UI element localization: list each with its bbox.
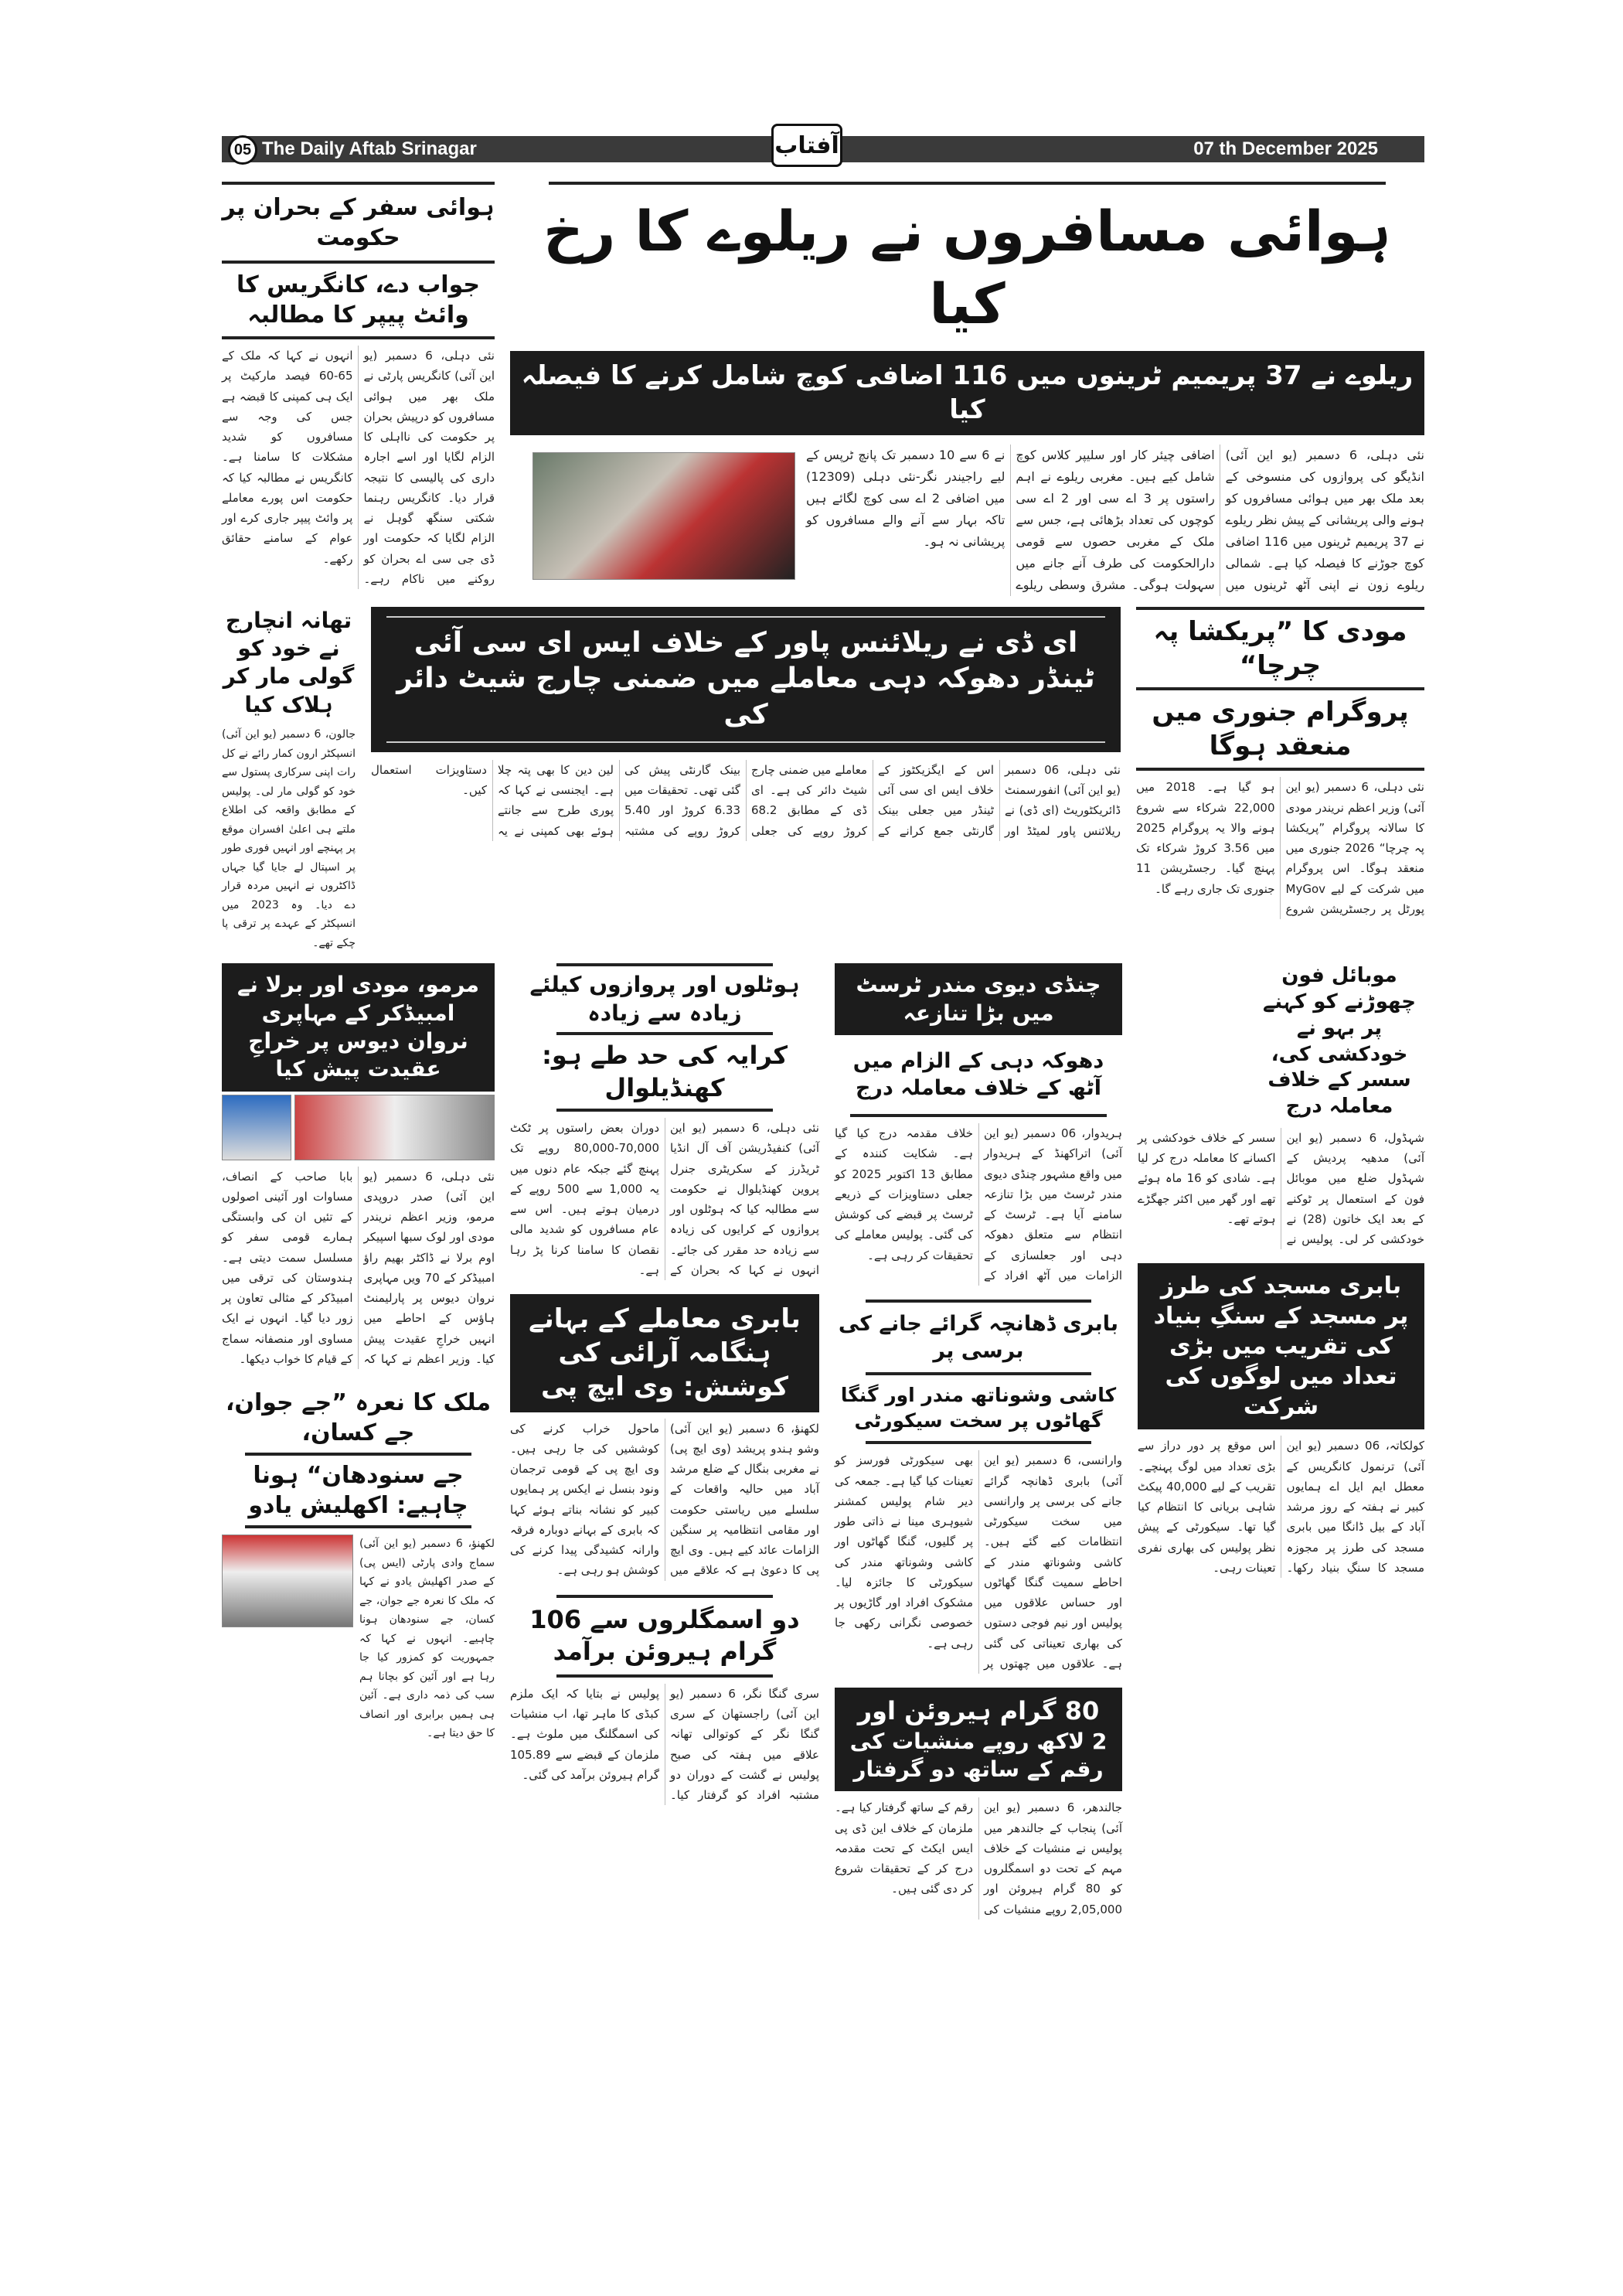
article-body: جالندھر، 6 دسمبر (یو این آئی) پنجاب کے جالندھر میں پولیس نے منشیات کے خلاف مہم کے تحت دو اسمگلروں کو 80 گرام ہیروئن اور 2,05,000 روپے منشیات کی رقم کے ساتھ گرفتار کیا ہے۔ ملزمان کے خلاف این ڈی پی ایس ایکٹ کے تحت مقدمہ درج کر کے تحقیقات شروع کر دی گئی ہیں۔ <box>835 1800 1122 1916</box>
row-lower <box>222 963 1424 1920</box>
article-ed <box>371 607 1121 841</box>
headline: موبائل فون چھوڑنے کو کہنے پر بہو نے خودکشی کی، سسر کے خلاف معاملہ درج <box>1263 964 1416 1119</box>
article-hotels <box>510 963 819 1280</box>
column-c <box>835 963 1122 1920</box>
paper-name: The Daily Aftab Srinagar <box>262 138 477 159</box>
article-heroin-80 <box>835 1688 1122 1920</box>
paper-logo: آفتاب <box>771 124 842 167</box>
article-akhilesh <box>222 1383 495 1743</box>
headline: 80 گرام ہیروئن اور <box>857 1696 1100 1726</box>
column-d <box>1138 963 1424 1578</box>
headline: تھانہ انچارج نے خود کو گولی مار کر ہلاک کیا <box>223 607 355 717</box>
row-top <box>222 182 1424 596</box>
headline: دو اسمگلروں سے 106 گرام ہیروئن برآمد <box>529 1604 800 1667</box>
subheadline: دھوکہ دہی کے الزام میں آٹھ کے خلاف معاملہ درج <box>852 1048 1104 1100</box>
article-railway <box>510 182 1424 596</box>
article-body: نئی دہلی، 06 دسمبر (یو این آئی) انفورسمنٹ ڈائریکٹوریٹ (ای ڈی) نے ریلائنس پاور لمیٹڈ اور اس کے ایگزیکٹوز کے خلاف ایس ای سی آئی ٹینڈر میں جعلی بینک گارنٹی جمع کرانے کے معاملے میں ضمنی چارج شیٹ دائر کی ہے۔ ای ڈی کے مطابق 68.2 کروڑ روپے کی جعلی بینک گارنٹی پیش کی گئی تھی۔ تحقیقات میں 6.33 کروڑ اور 5.40 کروڑ روپے کی مشتبہ لین دین کا بھی پتہ چلا ہے۔ ایجنسی نے کہا کہ پوری طرح سے جانتے ہوئے بھی کمپنی نے یہ دستاویزات استعمال کیں۔ <box>371 762 1121 838</box>
article-body: نئی دہلی، 6 دسمبر (یو این آئی) وزیر اعظم نریندر مودی کا سالانہ پروگرام ”پریکشا پہ چرچا“ 2026 جنوری میں منعقد ہوگا۔ اس پروگرام میں شرکت کے لیے MyGov پورٹل پر رجسٹریشن شروع ہو گیا ہے۔ 2018 میں 22,000 شرکاء سے شروع ہونے والا یہ پروگرام 2025 میں 3.56 کروڑ شرکاء تک پہنچ گیا۔ رجسٹریشن 11 جنوری تک جاری رہے گا۔ <box>1136 780 1424 916</box>
article-air-crisis <box>222 182 495 589</box>
article-babri-masjid <box>1138 1263 1424 1578</box>
headline: جواب دے، کانگریس کا وائٹ پیپر کا مطالبہ <box>236 271 481 329</box>
akhilesh-photo <box>222 1535 353 1627</box>
article-body: جالون، 6 دسمبر (یو این آئی) انسپکٹر ارون کمار رائے نے کل رات اپنی سرکاری پستول سے خود کو گولی مار لی۔ پولیس کے مطابق واقعہ کی اطلاع ملتے ہی اعلیٰ افسران موقع پر پہنچے اور انہیں فوری طور پر اسپتال لے جایا گیا جہاں ڈاکٹروں نے انہیں مردہ قرار دے دیا۔ وہ 2023 میں انسپکٹر کے عہدے پر ترقی پا چکے تھے۔ <box>222 728 356 949</box>
headline: بابری مسجد کی طرز پر مسجد کے سنگِ بنیاد کی تقریب میں بڑی تعداد میں لوگوں کی شرکت <box>1138 1263 1424 1429</box>
article-chandi <box>835 963 1122 1286</box>
headline: ملک کا نعرہ ”جے جوان، جے کسان، <box>225 1389 492 1447</box>
article-body: لکھنؤ، 6 دسمبر (یو این آئی) سماج وادی پارٹی (ایس پی) کے صدر اکھلیش یادو نے کہا کہ ملک کا نعرہ جے جوان، جے کسان، جے سنودھان ہونا چاہیے۔ انہوں نے کہا کہ جمہوریت کو کمزور کیا جا رہا ہے اور آئین کو بچانا ہم سب کی ذمہ داری ہے۔ آئین ہی ہمیں برابری اور انصاف کا حق دیتا ہے۔ <box>359 1538 495 1740</box>
column-a <box>222 963 495 1743</box>
page-content <box>222 182 1424 1920</box>
headline: ہوائی سفر کے بحران پر حکومت <box>222 194 495 251</box>
headline: ای ڈی نے ریلائنس پاور کے خلاف ایس ای سی آئی ٹینڈر دھوکہ دہی معاملے میں ضمنی چارج شیٹ دائر کی <box>396 626 1095 731</box>
article-body: کولکاتہ، 06 دسمبر (یو این آئی) ترنمول کانگریس کے معطل ایم ایل اے ہمایوں کبیر نے ہفتہ کے روز مرشد آباد کے بیل ڈانگا میں بابری مسجد کی طرز پر مجوزہ مسجد کا سنگِ بنیاد رکھا۔ اس موقع پر دور دراز سے بڑی تعداد میں لوگ پہنچے۔ تقریب کے لیے 40,000 پیکٹ شاہی بریانی کا انتظام کیا گیا تھا۔ سیکورٹی کے پیش نظر پولیس کی بھاری نفری تعینات رہی۔ <box>1138 1439 1424 1575</box>
article-body: نئی دہلی، 6 دسمبر (یو این آئی) کنفیڈریشن آف آل انڈیا ٹریڈرز کے سکریٹری جنرل پروین کھنڈیلوال نے حکومت سے مطالبہ کیا کہ ہوٹلوں اور پروازوں کے کرایوں کی زیادہ سے زیادہ حد مقرر کی جائے۔ انہوں نے کہا کہ بحران کے دوران بعض راستوں پر ٹکٹ 70,000-80,000 روپے تک پہنچ گئے جبکہ عام دنوں میں یہ 1,000 سے 500 روپے کے درمیان ہوتے ہیں۔ اس سے عام مسافروں کو شدید مالی نقصان کا سامنا کرنا پڑ رہا ہے۔ <box>510 1121 819 1277</box>
article-body: نئی دہلی، 6 دسمبر (یو این آئی) کانگریس پارٹی نے ملک بھر میں ہوائی مسافروں کو درپیش بحران پر حکومت کی نااہلی کا الزام لگایا اور اسے اجارہ داری کی پالیسی کا نتیجہ قرار دیا۔ کانگریس رہنما شکتی سنگھ گوہل نے الزام لگایا کہ حکومت اور ڈی جی سی اے بحران کو روکنے میں ناکام رہے۔ انہوں نے کہا کہ ملک کے 65-60 فیصد مارکیٹ پر ایک ہی کمپنی کا قبضہ ہے جس کی وجہ سے مسافروں کو شدید مشکلات کا سامنا ہے۔ کانگریس نے مطالبہ کیا کہ حکومت اس پورے معاملے پر وائٹ پیپر جاری کرے اور عوام کے سامنے حقائق رکھے۔ <box>222 349 495 586</box>
article-mobile <box>1138 963 1424 1249</box>
headline: بابری ڈھانچہ گرائے جانے کی برسی پر <box>838 1312 1119 1364</box>
masthead-left <box>228 134 477 165</box>
headline: ہوٹلوں اور پروازوں کیلئے زیادہ سے زیادہ <box>529 972 800 1026</box>
headline: ہنگامہ آرائی کی کوشش: وی ایچ پی <box>540 1337 789 1403</box>
headline: مرمو، مودی اور برلا نے امبیڈکر کے مہاپری نروان دیوس پر خراجِ عقیدت پیش کیا <box>222 963 495 1092</box>
headline: چنڈی دیوی مندر ٹرسٹ میں بڑا تنازعہ <box>835 963 1122 1035</box>
headline: کرایہ کی حد طے ہو: کھنڈیلوال <box>542 1040 788 1102</box>
leaders-photo <box>294 1095 495 1160</box>
article-body: نئی دہلی، 6 دسمبر (یو این آئی) انڈیگو کی پروازوں کی منسوخی کے بعد ملک بھر میں ہوائی مسافروں کو ہونے والی پریشانی کے پیش نظر ریلوے نے 37 پریمیم ٹرینوں میں 116 اضافی کوچ جوڑنے کا فیصلہ کیا ہے۔ شمالی ریلوے زون نے اپنی آٹھ ٹرینوں میں اضافی چیئر کار اور سلیپر کلاس کوچ شامل کیے ہیں۔ مغربی ریلوے نے اہم راستوں پر 3 اے سی اور 2 اے سی کوچوں کی تعداد بڑھائی ہے، جس سے ملک کے مغربی حصوں سے قومی دارالحکومت کی طرف آنے جانے میں سہولت ہوگی۔ مشرق وسطی ریلوے نے 6 سے 10 دسمبر تک پانچ ٹرپس کے لیے راجیندر نگر-نئی دہلی (12309) میں اضافی 2 اے سی کوچ لگائے ہیں تاکہ بہار سے آنے والے مسافروں کو پریشانی نہ ہو۔ <box>806 447 1425 592</box>
headline: 2 لاکھ روپے منشیات کی رقم کے ساتھ دو گرفتار <box>849 1728 1108 1783</box>
ambedkar-photo <box>222 1095 291 1160</box>
headline: جے سنودھان“ ہونا چاہیے: اکھلیش یادو <box>248 1462 468 1520</box>
article-body: ہریدوار، 06 دسمبر (یو این آئی) اتراکھنڈ کے ہریدوار میں واقع مشہور چنڈی دیوی مندر ٹرسٹ میں بڑا تنازعہ سامنے آیا ہے۔ ٹرسٹ کے انتظام سے متعلق دھوکہ دہی اور جعلسازی کے الزامات میں آٹھ افراد کے خلاف مقدمہ درج کیا گیا ہے۔ شکایت کنندہ کے مطابق 13 اکتوبر 2025 کو جعلی دستاویزات کے ذریعے ٹرسٹ پر قبضے کی کوشش کی گئی۔ پولیس معاملے کی تحقیقات کر رہی ہے۔ <box>835 1126 1122 1283</box>
article-thana <box>222 607 356 953</box>
train-photo <box>532 452 795 580</box>
article-kashi <box>835 1300 1122 1674</box>
article-body: وارانسی، 6 دسمبر (یو این آئی) بابری ڈھانچہ گرائے جانے کی برسی پر وارانسی میں سخت سیکورٹی انتظامات کیے گئے ہیں۔ کاشی وشوناتھ مندر کے احاطے سمیت گنگا گھاٹوں اور حساس علاقوں میں پولیس اور نیم فوجی دستوں کی بھاری تعیناتی کی گئی ہے۔ علاقوں میں چھتوں پر بھی سیکورٹی فورسز کو تعینات کیا گیا ہے۔ جمعہ کی دیر شام پولیس کمشنر شیوہری مینا نے ذاتی طور پر گلیوں، گنگا گھاٹوں اور کاشی وشوناتھ مندر کی سیکورٹی کا جائزہ لیا۔ مشکوک افراد اور گاڑیوں پر خصوصی نگرانی رکھی جا رہی ہے۔ <box>835 1453 1122 1671</box>
column-b <box>510 963 819 1805</box>
row-second <box>222 607 1424 953</box>
article-modi <box>1136 607 1424 920</box>
main-headline: ہوائی مسافروں نے ریلوے کا رخ کیا <box>543 199 1391 336</box>
article-heroin-106 <box>510 1595 819 1806</box>
article-body: شہڈول، 6 دسمبر (یو این آئی) مدھیہ پردیش کے شہڈول ضلع میں موبائل فون کے استعمال پر ٹوکنے کے بعد ایک خاتون (28) نے خودکشی کر لی۔ پولیس نے سسر کے خلاف خودکشی پر اکسانے کا معاملہ درج کر لیا ہے۔ شادی کو 16 ماہ ہوئے تھے اور گھر میں اکثر جھگڑے ہوتے تھے۔ <box>1138 1130 1424 1247</box>
headline: مودی کا ”پریکشا پہ چرچا“ <box>1153 615 1407 681</box>
article-body: سری گنگا نگر، 6 دسمبر (یو این آئی) راجستھان کے سری گنگا نگر کے کوتوالی تھانہ علاقے میں ہفتہ کی صبح پولیس نے گشت کے دوران دو مشتبہ افراد کو گرفتار کیا۔ پولیس نے بتایا کہ ایک ملزم کبڈی کا ماہر تھا، اب منشیات کی اسمگلنگ میں ملوث ہے۔ ملزمان کے قبضے سے 105.89 گرام ہیروئن برآمد کی گئی۔ <box>510 1686 819 1803</box>
article-body: نئی دہلی، 6 دسمبر (یو این آئی) صدر دروپدی مرمو، وزیر اعظم نریندر مودی اور لوک سبھا اسپیکر اوم برلا نے ڈاکٹر بھیم راؤ امبیڈکر کے 70 ویں مہاپری نروان دیوس پر پارلیمنٹ ہاؤس کے احاطے میں انہیں خراجِ عقیدت پیش کیا۔ وزیر اعظم نے کہا کہ بابا صاحب کے انصاف، مساوات اور آئینی اصولوں کے تئیں ان کی وابستگی ہمارے قومی سفر کو مسلسل سمت دیتی ہے۔ ہندوستان کی ترقی میں امبیڈکر کے مثالی تعاون پر زور دیا گیا۔ انہوں نے ایک مساوی اور منصفانہ سماج کے قیام کا خواب دیکھا۔ <box>222 1169 495 1366</box>
page-number: 05 <box>228 135 257 165</box>
article-murmu <box>222 963 495 1369</box>
headline: کاشی وشوناتھ مندر اور گنگا گھاٹوں پر سخت سیکورٹی <box>840 1384 1117 1432</box>
subheadline-banner: ریلوے نے 37 پریمیم ٹرینوں میں 116 اضافی کوچ شامل کرنے کا فیصلہ کیا <box>510 351 1424 434</box>
headline: پروگرام جنوری میں منعقد ہوگا <box>1152 696 1409 762</box>
headline: بابری معاملے کے بہانے <box>529 1303 801 1335</box>
article-body: لکھنؤ، 6 دسمبر (یو این آئی) وشو ہندو پریشد (وی ایچ پی) نے مغربی بنگال کے ضلع مرشد آباد میں حالیہ واقعات کے سلسلے میں ریاستی حکومت اور مقامی انتظامیہ پر سنگین الزامات عائد کیے ہیں۔ وی ایچ پی کا دعویٰ ہے کہ علاقے میں ماحول خراب کرنے کی کوششیں کی جا رہی ہیں۔ وی ایچ پی کے قومی ترجمان ونود بنسل نے ایکس پر ہمایوں کبیر کو نشانہ بناتے ہوئے کہا کہ بابری کے بہانے دوبارہ فرقہ وارانہ کشیدگی پیدا کرنے کی کوشش ہو رہی ہے۔ <box>510 1421 820 1578</box>
issue-date: 07 th December 2025 <box>1193 138 1378 159</box>
article-vhp <box>510 1294 819 1581</box>
